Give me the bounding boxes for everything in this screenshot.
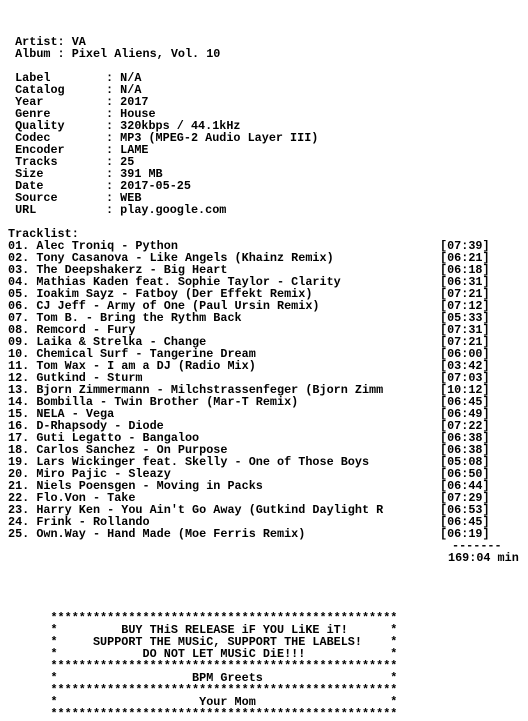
track-title: 25. Own.Way - Hand Made (Moe Ferris Remix) (8, 528, 306, 540)
meta-key: Label (8, 71, 51, 85)
track-duration: [03:42] (440, 359, 490, 373)
nfo-text (8, 36, 520, 720)
banner-line: ************************************************* (8, 659, 398, 673)
track-title: 06. CJ Jeff - Army of One (Paul Ursin Remix) (8, 300, 320, 312)
banner-line: ************************************************* (8, 707, 398, 721)
blank-line (8, 216, 520, 228)
meta-key: URL (8, 203, 37, 217)
track-duration: [07:29] (440, 491, 490, 505)
meta-value: : MP3 (MPEG-2 Audio Layer III) (106, 131, 319, 145)
track-duration: [06:31] (440, 275, 490, 289)
meta-key: Codec (8, 131, 51, 145)
track-title: 01. Alec Troniq - Python (8, 240, 178, 252)
track-title: 18. Carlos Sanchez - On Purpose (8, 444, 228, 456)
meta-key: Catalog (8, 83, 65, 97)
meta-value: : N/A (106, 83, 142, 97)
meta-key: Year (8, 95, 44, 109)
track-duration: [06:45] (440, 395, 490, 409)
banner-line: ************************************************* (8, 611, 398, 625)
track-title: 07. Tom B. - Bring the Rythm Back (8, 312, 242, 324)
track-duration: [06:53] (440, 503, 490, 517)
track-title: 03. The Deepshakerz - Big Heart (8, 264, 228, 276)
meta-row (8, 108, 520, 120)
blank-line (8, 576, 520, 588)
track-title: 21. Niels Poensgen - Moving in Packs (8, 480, 263, 492)
meta-value: : WEB (106, 191, 142, 205)
track-duration: [06:38] (440, 431, 490, 445)
track-title: 12. Gutkind - Sturm (8, 372, 143, 384)
track-duration: [06:38] (440, 443, 490, 457)
track-duration: [06:18] (440, 263, 490, 277)
track-title: 09. Laika & Strelka - Change (8, 336, 207, 348)
track-duration: [06:50] (440, 467, 490, 481)
artist-line: Artist: VA (8, 35, 86, 49)
banner-line: * BUY THiS RELEASE iF YOU LiKE iT! * (8, 623, 398, 637)
meta-row (8, 132, 520, 144)
tracklist (8, 240, 520, 540)
meta-key: Tracks (8, 155, 58, 169)
meta-row (8, 180, 520, 192)
blank-line (8, 60, 520, 72)
track-duration: [05:08] (440, 455, 490, 469)
meta-value: : 2017-05-25 (106, 179, 191, 193)
meta-value: : play.google.com (106, 203, 227, 217)
track-title: 24. Frink - Rollando (8, 516, 150, 528)
track-title: 13. Bjorn Zimmermann - Milchstrassenfeger (Bjorn Zimm (8, 384, 384, 396)
banner-line: ************************************************* (8, 683, 398, 697)
meta-value: : N/A (106, 71, 142, 85)
banner-line: * BPM Greets * (8, 671, 398, 685)
meta-row (8, 168, 520, 180)
meta-value: : LAME (106, 143, 149, 157)
meta-key: Source (8, 191, 58, 205)
track-title: 20. Miro Pajic - Sleazy (8, 468, 171, 480)
track-duration: [06:45] (440, 515, 490, 529)
banner-line: * Your Mom * (8, 695, 398, 709)
meta-value: : House (106, 107, 156, 121)
release-info (8, 72, 520, 216)
track-title: 15. NELA - Vega (8, 408, 115, 420)
track-title: 02. Tony Casanova - Like Angels (Khainz Remix) (8, 252, 334, 264)
meta-key: Genre (8, 107, 51, 121)
track-title: 23. Harry Ken - You Ain't Go Away (Gutkind Daylight R (8, 504, 384, 516)
track-duration: [07:12] (440, 299, 490, 313)
track-title: 05. Ioakim Sayz - Fatboy (Der Effekt Remix) (8, 288, 313, 300)
track-row (8, 528, 520, 540)
track-duration: [06:44] (440, 479, 490, 493)
track-title: 17. Guti Legatto - Bangaloo (8, 432, 200, 444)
banner-line: * SUPPORT THE MUSiC, SUPPORT THE LABELS! * (8, 635, 398, 649)
meta-key: Encoder (8, 143, 65, 157)
meta-row (8, 144, 520, 156)
meta-row (8, 156, 520, 168)
track-duration: [06:49] (440, 407, 490, 421)
track-title: 14. Bombilla - Twin Brother (Mar-T Remix) (8, 396, 299, 408)
track-duration: [07:39] (440, 239, 490, 253)
track-duration: [07:03] (440, 371, 490, 385)
track-duration: [06:00] (440, 347, 490, 361)
meta-key: Size (8, 167, 44, 181)
meta-value: : 2017 (106, 95, 149, 109)
meta-key: Quality (8, 119, 65, 133)
meta-value: : 391 MB (106, 167, 163, 181)
meta-value: : 25 (106, 155, 135, 169)
support-banner (8, 612, 520, 720)
track-title: 16. D-Rhapsody - Diode (8, 420, 164, 432)
meta-row (8, 72, 520, 84)
track-duration: [10:12] (440, 383, 490, 397)
meta-row (8, 192, 520, 204)
track-duration: [07:21] (440, 335, 490, 349)
track-duration: [06:19] (440, 527, 490, 541)
meta-key: Date (8, 179, 44, 193)
meta-row (8, 84, 520, 96)
meta-row (8, 204, 520, 216)
track-duration: [05:33] (440, 311, 490, 325)
tracklist-heading: Tracklist: (8, 227, 79, 241)
track-duration: [06:21] (440, 251, 490, 265)
banner-line: * DO NOT LET MUSiC DiE!!! * (8, 647, 398, 661)
total-duration: 169:04 min (448, 551, 519, 565)
meta-value: : 320kbps / 44.1kHz (106, 119, 241, 133)
track-title: 11. Tom Wax - I am a DJ (Radio Mix) (8, 360, 256, 372)
track-title: 10. Chemical Surf - Tangerine Dream (8, 348, 256, 360)
track-title: 08. Remcord - Fury (8, 324, 136, 336)
total-separator: ------- (452, 539, 502, 553)
album-line: Album : Pixel Aliens, Vol. 10 (8, 47, 221, 61)
track-title: 19. Lars Wickinger feat. Skelly - One of Those Boys (8, 456, 370, 468)
track-title: 22. Flo.Von - Take (8, 492, 136, 504)
track-duration: [07:31] (440, 323, 490, 337)
meta-row (8, 96, 520, 108)
track-duration: [07:22] (440, 419, 490, 433)
track-duration: [07:21] (440, 287, 490, 301)
track-title: 04. Mathias Kaden feat. Sophie Taylor - Clarity (8, 276, 341, 288)
blank-line (8, 564, 520, 576)
blank-line (8, 588, 520, 600)
